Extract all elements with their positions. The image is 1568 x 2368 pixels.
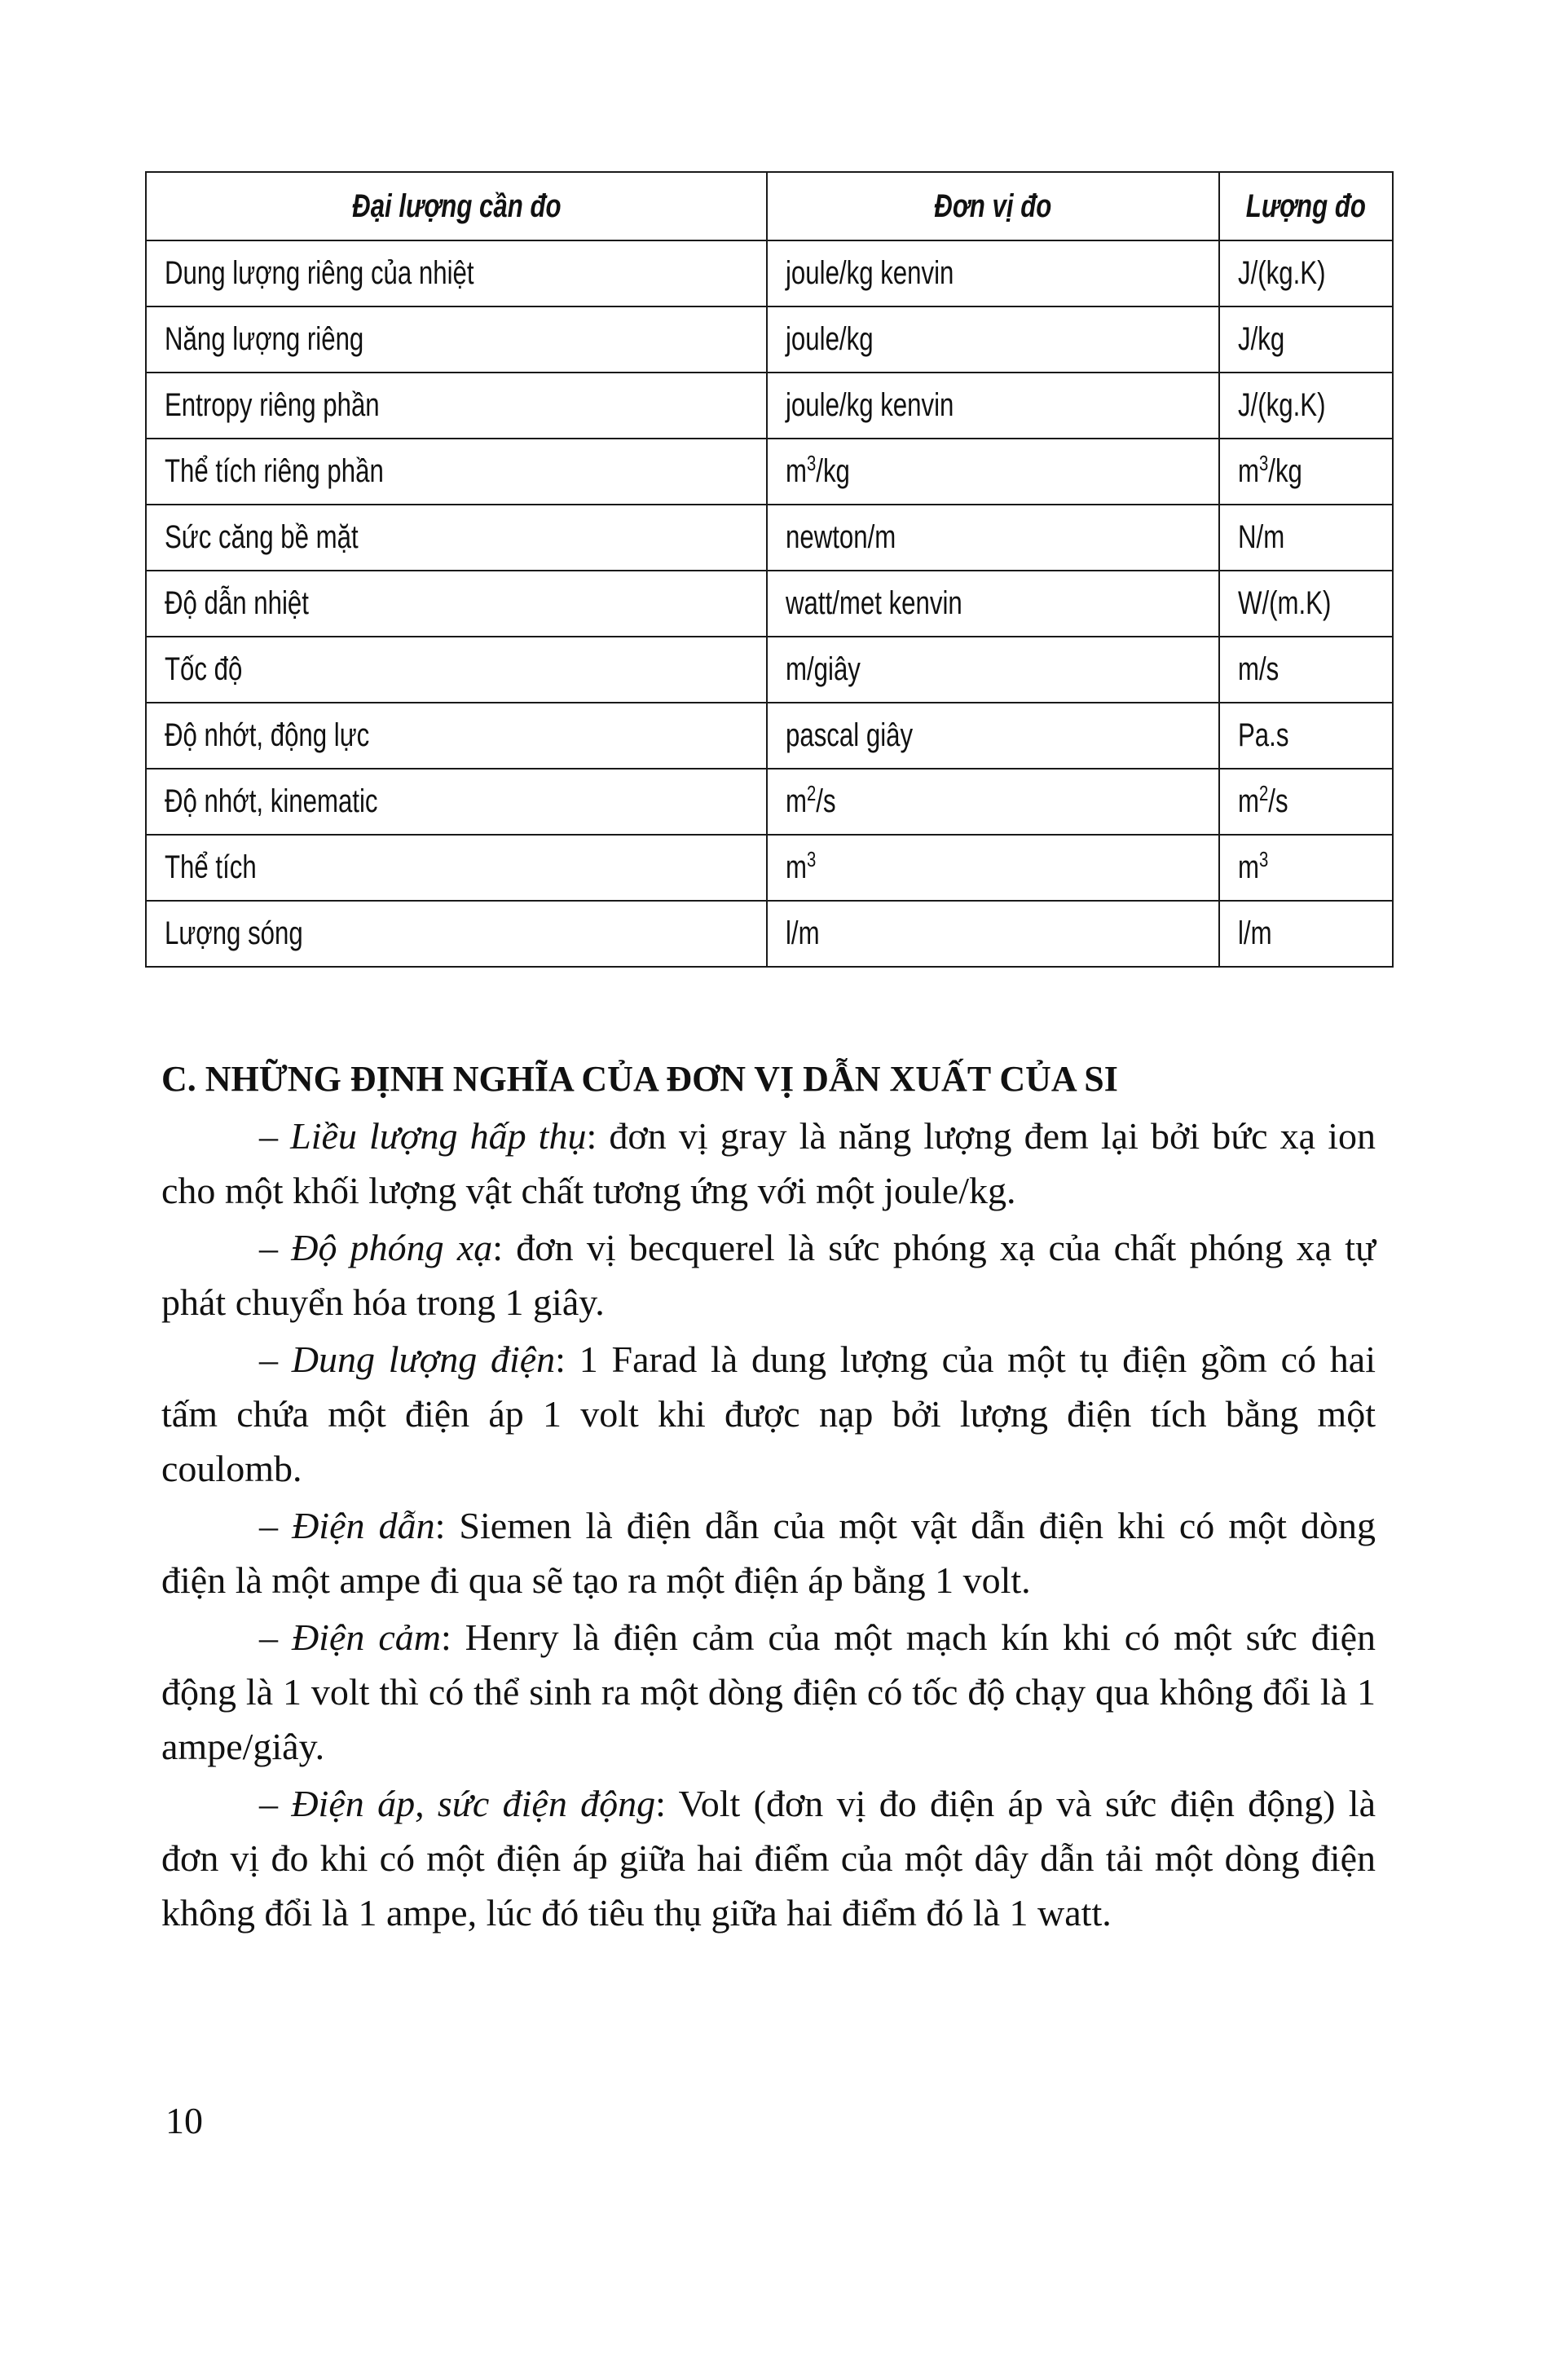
cell-unit [767, 571, 1219, 637]
cell-unit [767, 505, 1219, 571]
cell-quantity [146, 505, 767, 571]
cell-quantity-base: Độ nhớt, kinematic [165, 783, 378, 819]
cell-unit-base: m [786, 783, 807, 819]
cell-unit [767, 637, 1219, 703]
cell-unit-exponent: 3 [806, 847, 817, 871]
cell-symbol-base: l/m [1238, 915, 1272, 951]
definition-term: Độ phóng xạ [291, 1227, 493, 1268]
cell-symbol-base: Pa.s [1238, 717, 1289, 753]
table-row [146, 835, 1393, 901]
definition-dash: – [259, 1783, 292, 1824]
cell-quantity [146, 769, 767, 835]
table-row [146, 901, 1393, 967]
definition-dash: – [259, 1616, 292, 1658]
definition-term: Dung lượng điện [291, 1338, 556, 1380]
cell-quantity [146, 703, 767, 769]
cell-quantity [146, 901, 767, 967]
cell-unit-base: watt/met kenvin [786, 585, 962, 621]
cell-symbol-text [1238, 255, 1325, 292]
cell-quantity-base: Lượng sóng [165, 915, 303, 951]
cell-unit-base: joule/kg [786, 321, 874, 357]
cell-symbol-base: m/s [1238, 651, 1280, 687]
definition-text: : đơn vị gray là năng lượng đem lại bởi bức xạ ion cho một khối lượng vật chất tương ứng với một joule/kg. [161, 1115, 1376, 1211]
cell-symbol-text [1238, 651, 1279, 688]
cell-quantity [146, 835, 767, 901]
table-row [146, 240, 1393, 306]
cell-symbol [1219, 901, 1393, 967]
cell-unit-exponent: 2 [806, 781, 817, 805]
cell-unit [767, 306, 1219, 373]
cell-quantity-base: Độ nhớt, động lực [165, 717, 370, 753]
cell-symbol [1219, 769, 1393, 835]
cell-quantity-text [165, 585, 309, 622]
cell-quantity-base: Dung lượng riêng của nhiệt [165, 255, 474, 291]
cell-symbol [1219, 835, 1393, 901]
cell-unit-text [786, 651, 861, 688]
table-row [146, 703, 1393, 769]
definition-text: : Siemen là điện dẫn của một vật dẫn điện khi có một dòng điện là một ampe đi qua sẽ tạo ra một điện áp bằng 1 volt. [161, 1505, 1376, 1601]
definition-dash: – [259, 1227, 292, 1268]
cell-symbol-base: m [1238, 453, 1259, 489]
cell-unit-base: m [786, 849, 807, 885]
cell-unit-tail: /kg [816, 453, 850, 489]
definition-dash: – [259, 1338, 292, 1380]
cell-unit-text [786, 255, 954, 292]
cell-unit-base: m [786, 453, 807, 489]
table-row [146, 571, 1393, 637]
cell-symbol-base: W/(m.K) [1238, 585, 1332, 621]
definition-term: Điện cảm [291, 1616, 441, 1658]
cell-symbol [1219, 571, 1393, 637]
definition-text: : 1 Farad là dung lượng của một tụ điện gồm có hai tấm chứa một điện áp 1 volt khi được nạp bởi lượng điện tích bằng một coulomb. [161, 1338, 1376, 1489]
cell-quantity [146, 373, 767, 439]
header-symbol-label: Lượng đo [1245, 187, 1367, 224]
definition-text: : Henry là điện cảm của một mạch kín khi có một sức điện động là 1 volt thì có thể sinh ra một dòng điện có tốc độ chạy qua không đổi là 1 ampe/giây. [161, 1616, 1376, 1767]
cell-quantity-text [165, 717, 369, 754]
definition-paragraph [161, 1332, 1376, 1496]
cell-quantity-text [165, 519, 359, 556]
cell-unit [767, 901, 1219, 967]
cell-symbol-base: J/kg [1238, 321, 1285, 357]
table-header-row [146, 172, 1393, 240]
cell-unit-base: m/giây [786, 651, 861, 687]
cell-unit [767, 769, 1219, 835]
cell-unit [767, 373, 1219, 439]
cell-unit-tail: /s [816, 783, 836, 819]
cell-symbol-base: m [1238, 783, 1259, 819]
cell-unit-base: l/m [786, 915, 820, 951]
cell-unit-text [786, 717, 913, 754]
header-quantity [146, 172, 767, 240]
cell-quantity [146, 306, 767, 373]
cell-quantity-base: Sức căng bề mặt [165, 519, 359, 555]
definition-term: Điện dẫn [292, 1505, 435, 1546]
table-row [146, 769, 1393, 835]
definition-paragraph [161, 1220, 1376, 1330]
cell-quantity-base: Entropy riêng phần [165, 387, 380, 423]
section-body [161, 1052, 1376, 1942]
cell-unit-text [786, 585, 962, 622]
table-row [146, 439, 1393, 505]
header-unit-label: Đơn vị đo [934, 187, 1052, 224]
cell-symbol-tail: /kg [1268, 453, 1302, 489]
definition-dash: – [259, 1505, 293, 1546]
cell-quantity-text [165, 783, 378, 820]
table-row [146, 373, 1393, 439]
cell-symbol-text [1238, 717, 1288, 754]
cell-quantity-base: Thể tích [165, 849, 257, 885]
cell-unit-text [786, 849, 816, 886]
definition-text: : đơn vị becquerel là sức phóng xạ của chất phóng xạ tự phát chuyển hóa trong 1 giây. [161, 1227, 1376, 1323]
cell-unit [767, 439, 1219, 505]
definition-text: : Volt (đơn vị đo điện áp và sức điện động) là đơn vị đo khi có một điện áp giữa hai điểm của một dây dẫn tải một dòng điện không đổi là 1 ampe, lúc đó tiêu thụ giữa hai điểm đó là 1 watt. [161, 1783, 1376, 1934]
cell-unit-base: pascal giây [786, 717, 914, 753]
cell-quantity [146, 240, 767, 306]
cell-quantity-text [165, 453, 384, 490]
cell-symbol-tail: /s [1268, 783, 1288, 819]
cell-symbol [1219, 703, 1393, 769]
cell-symbol-text [1238, 453, 1302, 490]
cell-quantity-base: Năng lượng riêng [165, 321, 364, 357]
definition-term: Điện áp, sức điện động [291, 1783, 656, 1824]
cell-quantity-text [165, 387, 380, 424]
definition-paragraph [161, 1498, 1376, 1607]
cell-quantity-text [165, 321, 363, 358]
cell-unit [767, 703, 1219, 769]
cell-unit-base: newton/m [786, 519, 896, 555]
definition-term: Liều lượng hấp thụ [290, 1115, 587, 1157]
section-title: C. NHỮNG ĐỊNH NGHĨA CỦA ĐƠN VỊ DẪN XUẤT CỦA SI [161, 1059, 1118, 1099]
cell-unit-exponent: 3 [806, 451, 817, 475]
cell-quantity-text [165, 255, 474, 292]
header-symbol [1219, 172, 1393, 240]
cell-quantity-base: Tốc độ [165, 651, 243, 687]
cell-unit-text [786, 321, 874, 358]
definition-dash: – [259, 1115, 291, 1157]
cell-quantity [146, 571, 767, 637]
cell-symbol-text [1238, 585, 1331, 622]
header-unit [767, 172, 1219, 240]
cell-quantity-text [165, 849, 257, 886]
cell-quantity [146, 439, 767, 505]
cell-symbol [1219, 439, 1393, 505]
table-row [146, 306, 1393, 373]
cell-symbol-text [1238, 519, 1284, 556]
cell-symbol-text [1238, 783, 1288, 820]
cell-unit-text [786, 783, 836, 820]
definition-paragraph [161, 1610, 1376, 1774]
cell-unit [767, 835, 1219, 901]
cell-unit-text [786, 387, 954, 424]
cell-unit-base: joule/kg kenvin [786, 255, 954, 291]
units-table [145, 171, 1394, 968]
cell-symbol-text [1238, 849, 1268, 886]
cell-symbol-text [1238, 915, 1272, 952]
table-row [146, 637, 1393, 703]
definition-paragraph [161, 1109, 1376, 1218]
cell-unit-text [786, 519, 896, 556]
cell-quantity [146, 637, 767, 703]
page-number: 10 [165, 2100, 203, 2141]
table-row [146, 505, 1393, 571]
cell-symbol-exponent: 3 [1258, 847, 1269, 871]
cell-symbol-base: J/(kg.K) [1238, 255, 1326, 291]
cell-unit-base: joule/kg kenvin [786, 387, 954, 423]
cell-symbol-base: m [1238, 849, 1259, 885]
cell-symbol-exponent: 2 [1258, 781, 1269, 805]
cell-symbol-base: N/m [1238, 519, 1285, 555]
cell-symbol [1219, 373, 1393, 439]
cell-symbol-base: J/(kg.K) [1238, 387, 1326, 423]
cell-quantity-text [165, 651, 242, 688]
cell-unit [767, 240, 1219, 306]
cell-unit-text [786, 453, 850, 490]
cell-quantity-text [165, 915, 303, 952]
definition-paragraph [161, 1776, 1376, 1940]
cell-symbol [1219, 637, 1393, 703]
cell-symbol [1219, 505, 1393, 571]
cell-symbol-exponent: 3 [1258, 451, 1269, 475]
cell-symbol [1219, 306, 1393, 373]
cell-quantity-base: Độ dẫn nhiệt [165, 585, 309, 621]
header-quantity-label: Đại lượng cần đo [351, 187, 562, 224]
cell-unit-text [786, 915, 820, 952]
cell-quantity-base: Thể tích riêng phần [165, 453, 384, 489]
cell-symbol-text [1238, 387, 1325, 424]
cell-symbol [1219, 240, 1393, 306]
cell-symbol-text [1238, 321, 1284, 358]
